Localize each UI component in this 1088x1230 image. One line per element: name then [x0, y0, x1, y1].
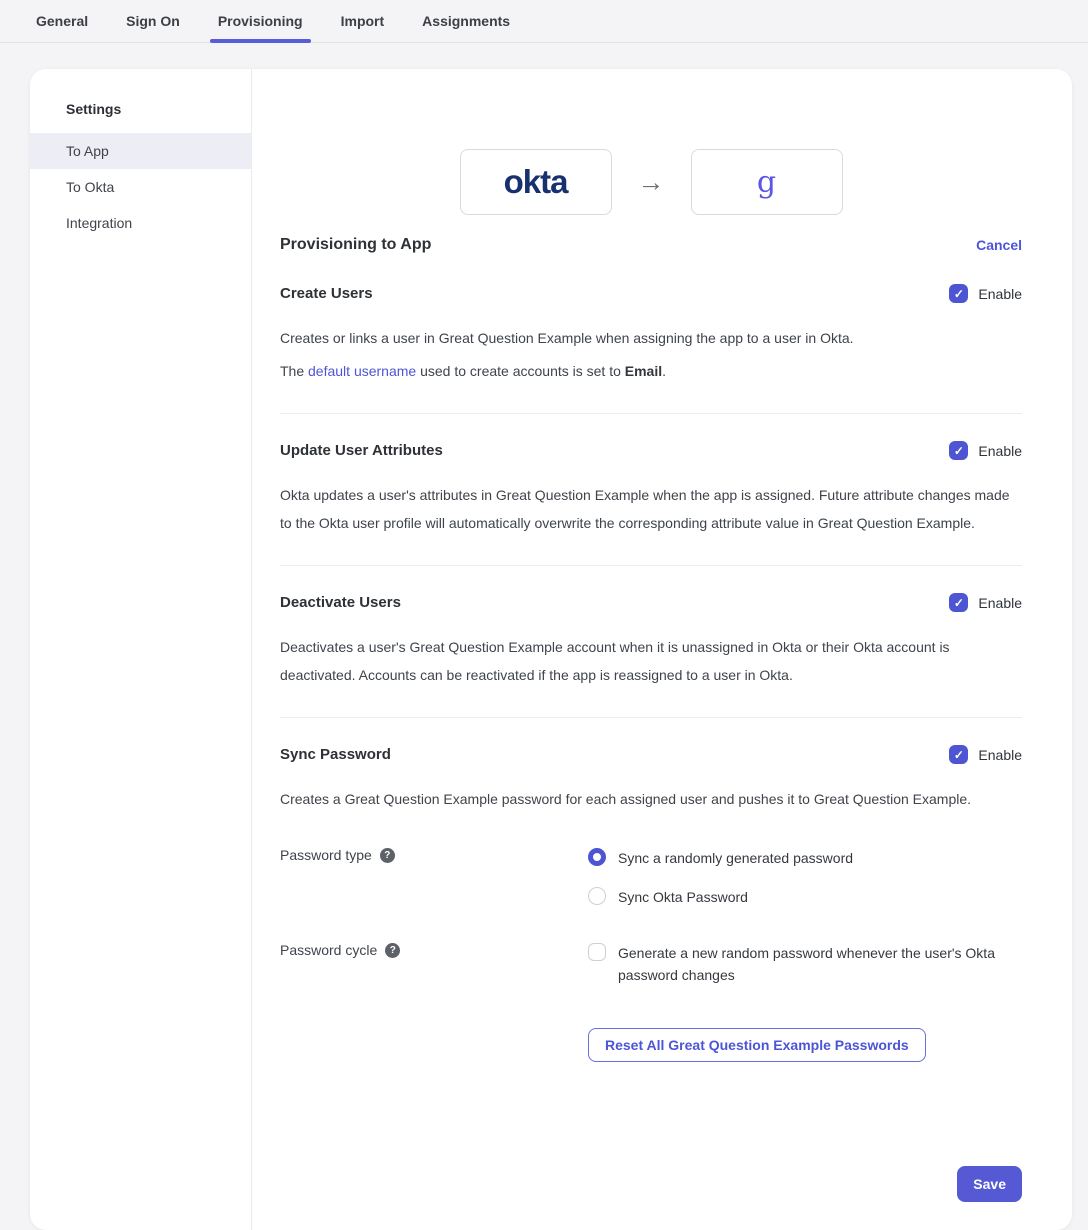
default-username-link[interactable]: default username: [308, 363, 417, 379]
provisioning-card: [30, 69, 1072, 1230]
reset-row: [588, 1028, 1022, 1062]
okta-logo: okta: [503, 163, 568, 200]
help-icon[interactable]: ?: [385, 943, 400, 958]
enable-toggle-deactivate-users: [949, 593, 1022, 612]
save-row: [280, 1166, 1022, 1202]
tab-general[interactable]: General: [36, 13, 89, 29]
tab-provisioning[interactable]: Provisioning: [218, 0, 303, 42]
checkbox-checked-icon[interactable]: [949, 745, 968, 764]
section-sync-password: [280, 717, 1022, 1202]
page-title: Provisioning to App: [280, 236, 432, 253]
save-button[interactable]: Save: [957, 1166, 1022, 1202]
section-title: Sync Password: [280, 746, 391, 763]
text-part: .: [662, 363, 667, 379]
checkbox-option-password-cycle: [588, 942, 1022, 986]
check-icon: ✓: [953, 443, 964, 458]
password-type-row: [280, 847, 1022, 908]
text-part: The: [280, 363, 309, 379]
checkbox-checked-icon[interactable]: [949, 284, 968, 303]
radio-unselected[interactable]: [588, 887, 606, 905]
radio-label: Sync a randomly generated password: [618, 850, 854, 866]
section-description: Okta updates a user's attributes in Great Question Example when the app is assigned. Future attribute changes made to the Okta user profile will automatically overwrite the corresponding attribute value in Great Question Example.: [280, 487, 1010, 531]
radio-option-okta-password: [588, 886, 853, 908]
enable-toggle-create-users: [949, 284, 1022, 303]
arrow-right-icon: →: [637, 166, 665, 197]
radio-selected[interactable]: [588, 848, 606, 866]
password-cycle-row: [280, 942, 1022, 986]
section-deactivate-users: [280, 565, 1022, 717]
app-logo-box: [691, 149, 843, 215]
settings-sidebar: [30, 69, 252, 1230]
section-title: Create Users: [280, 285, 373, 302]
reset-passwords-button[interactable]: Reset All Great Question Example Passwords: [588, 1028, 926, 1062]
cancel-link[interactable]: Cancel: [976, 237, 1022, 253]
password-type-label: Password type: [280, 847, 372, 863]
section-title: Update User Attributes: [280, 442, 443, 459]
provisioning-main: [252, 69, 1072, 1230]
integration-logos: [280, 149, 1022, 215]
section-description: Creates or links a user in Great Question Example when assigning the app to a user in Okta.: [280, 330, 854, 346]
check-icon: ✓: [953, 595, 964, 610]
section-update-user-attributes: [280, 413, 1022, 565]
enable-label: Enable: [978, 442, 1022, 459]
sidebar-item-to-app[interactable]: To App: [30, 133, 251, 169]
sidebar-item-integration[interactable]: Integration: [66, 215, 133, 231]
section-create-users: [280, 257, 1022, 413]
enable-toggle-update-user-attributes: [949, 441, 1022, 460]
enable-label: Enable: [978, 285, 1022, 302]
enable-toggle-sync-password: [949, 745, 1022, 764]
heading-row: [280, 233, 1022, 257]
enable-label: Enable: [978, 746, 1022, 763]
tab-sign-on[interactable]: Sign On: [126, 13, 180, 29]
section-description: Creates a Great Question Example password for each assigned user and pushes it to Great Question Example.: [280, 791, 972, 807]
section-title: Deactivate Users: [280, 594, 401, 611]
radio-option-random-password: [588, 847, 853, 869]
username-value: Email: [624, 363, 663, 379]
section-description: Deactivates a user's Great Question Example account when it is unassigned in Okta or their Okta account is deactivated. Accounts can be reactivated if the app is reassigned to a user in Okta.: [280, 639, 950, 683]
tab-import[interactable]: Import: [340, 13, 385, 29]
password-cycle-label-group: [280, 942, 588, 986]
checkbox-label: Generate a new random password whenever the user's Okta password changes: [618, 945, 995, 983]
okta-logo-box: [460, 149, 612, 215]
enable-label: Enable: [978, 594, 1022, 611]
sidebar-item-to-okta[interactable]: To Okta: [66, 179, 115, 195]
tab-assignments[interactable]: Assignments: [422, 13, 511, 29]
section-description: [280, 357, 1022, 385]
app-logo: g: [756, 164, 777, 200]
checkbox-checked-icon[interactable]: [949, 593, 968, 612]
help-icon[interactable]: ?: [380, 848, 395, 863]
checkbox-checked-icon[interactable]: [949, 441, 968, 460]
check-icon: ✓: [953, 286, 964, 301]
app-tabbar: [0, 0, 1088, 43]
check-icon: ✓: [953, 747, 964, 762]
password-type-label-group: [280, 847, 588, 908]
text-part: used to create accounts is set to: [416, 363, 625, 379]
checkbox-unchecked[interactable]: [588, 943, 606, 961]
sidebar-header: Settings: [66, 101, 122, 117]
radio-label: Sync Okta Password: [618, 889, 748, 905]
password-cycle-label: Password cycle: [280, 942, 378, 958]
